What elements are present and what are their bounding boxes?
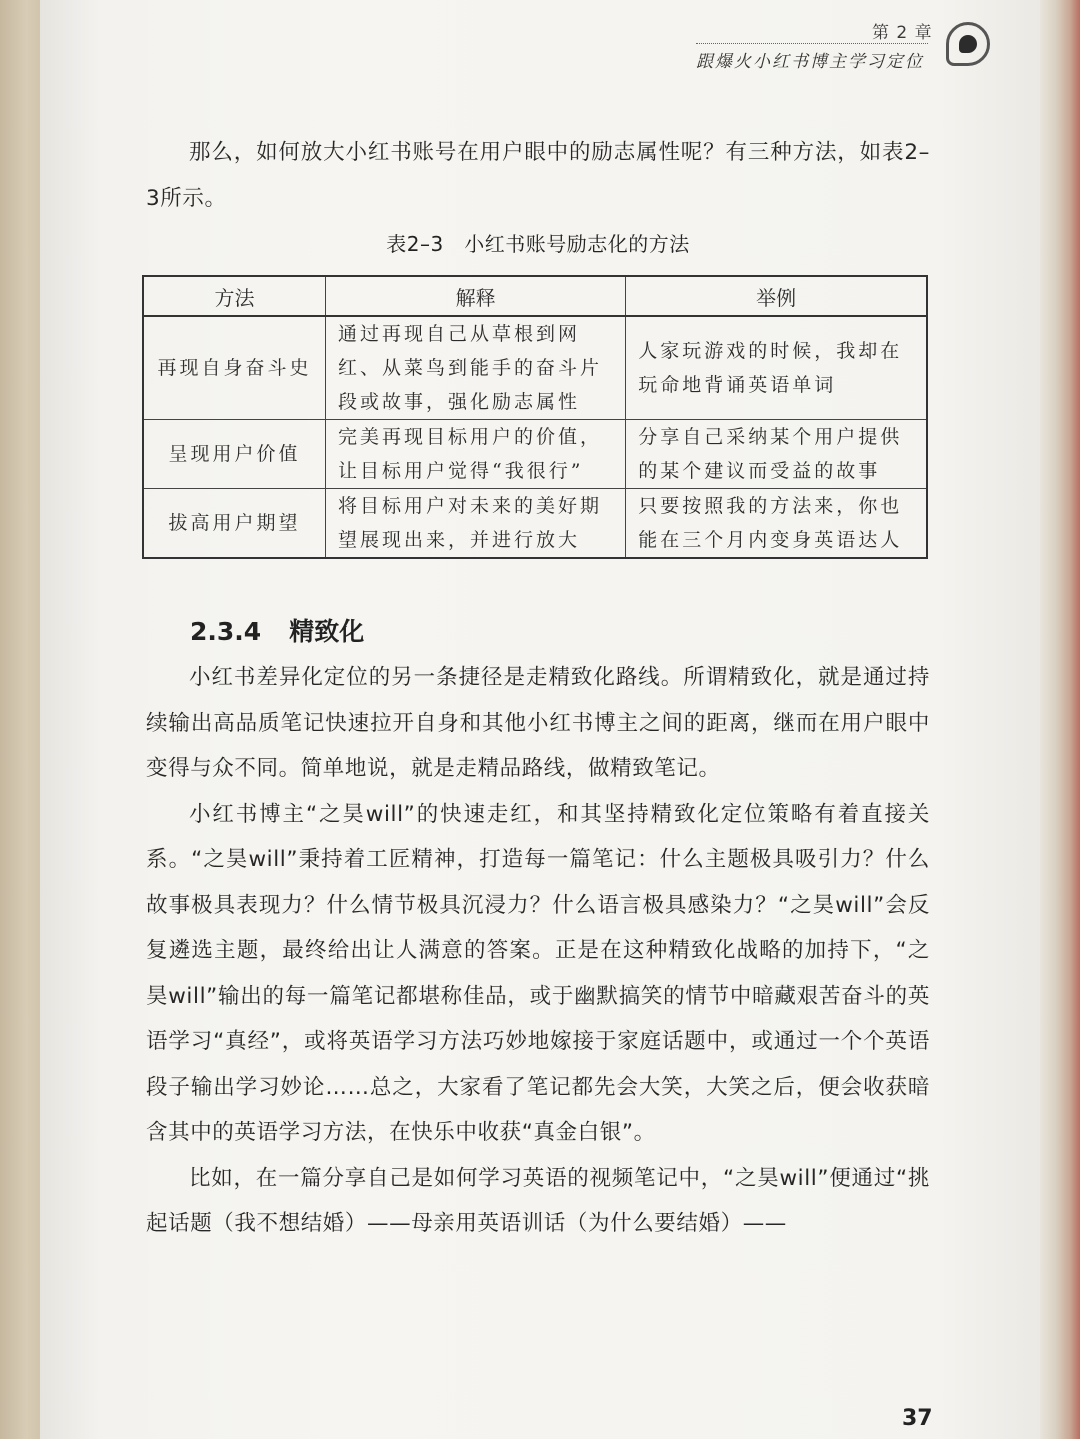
table-header-row [143, 276, 927, 316]
table-cell-method: 拔高用户期望 [143, 489, 326, 559]
table-row [143, 489, 927, 559]
table-cell-example: 分享自己采纳某个用户提供的某个建议而受益的故事 [626, 420, 927, 489]
chapter-label: 第 2 章 [872, 23, 933, 43]
paragraph: 小红书博主“之昊will”的快速走红，和其坚持精致化定位策略有着直接关系。“之昊will”秉持着工匠精神，打造每一篇笔记：什么主题极具吸引力？什么故事极具表现力？什么情节极具沉浸力？什么语言极具感染力？“之昊will”会反复遴选主题，最终给出让人满意的答案。正是在这种精致化战略的加持下，“之昊will”输出的每一篇笔记都堪称佳品，或于幽默搞笑的情节中暗藏艰苦奋斗的英语学习“真经”，或将英语学习方法巧妙地嫁接于家庭话题中，或通过一个个英语段子输出学习妙论……总之，大家看了笔记都先会大笑，大笑之后，便会收获暗含其中的英语学习方法，在快乐中收获“真金白银”。 [146, 801, 930, 1145]
table-row [143, 316, 927, 420]
table-header-example: 举例 [626, 276, 927, 316]
section-title: 精致化 [289, 617, 365, 646]
paragraph: 小红书差异化定位的另一条捷径是走精致化路线。所谓精致化，就是通过持续输出高品质笔记快速拉开自身和其他小红书博主之间的距离，继而在用户眼中变得与众不同。简单地说，就是走精品路线，做精致笔记。 [146, 665, 930, 781]
table-cell-explanation: 通过再现自己从草根到网红、从菜鸟到能手的奋斗片段或故事，强化励志属性 [326, 316, 626, 420]
table-caption: 表2–3 小红书账号励志化的方法 [386, 232, 690, 256]
table-cell-method: 再现自身奋斗史 [143, 316, 326, 420]
table-cell-example: 人家玩游戏的时候，我却在玩命地背诵英语单词 [626, 316, 927, 420]
table-cell-explanation: 完美再现目标用户的价值，让目标用户觉得“我很行” [326, 420, 626, 489]
body-section [146, 655, 930, 1247]
book-edge [1040, 0, 1080, 1439]
table-cell-example: 只要按照我的方法来，你也能在三个月内变身英语达人 [626, 489, 927, 559]
table-cell-explanation: 将目标用户对未来的美好期望展现出来，并进行放大 [326, 489, 626, 559]
table-cell-method: 呈现用户价值 [143, 420, 326, 489]
page-number: 37 [902, 1406, 933, 1431]
book-spine-shadow [0, 0, 44, 1439]
methods-table [142, 275, 928, 559]
paragraph: 比如，在一篇分享自己是如何学习英语的视频笔记中，“之昊will”便通过“挑起话题（我不想结婚）——母亲用英语训话（为什么要结婚）—— [146, 1165, 930, 1236]
table-header-method: 方法 [143, 276, 326, 316]
table-header-explanation: 解释 [326, 276, 626, 316]
leaf-badge-icon [946, 22, 990, 66]
intro-paragraph: 那么，如何放大小红书账号在用户眼中的励志属性呢？有三种方法，如表2–3所示。 [146, 140, 930, 211]
chapter-subtitle: 跟爆火小红书博主学习定位 [696, 52, 924, 72]
section-number: 2.3.4 [190, 617, 262, 646]
section-heading [190, 612, 364, 648]
header-divider [696, 43, 928, 44]
table-row [143, 420, 927, 489]
